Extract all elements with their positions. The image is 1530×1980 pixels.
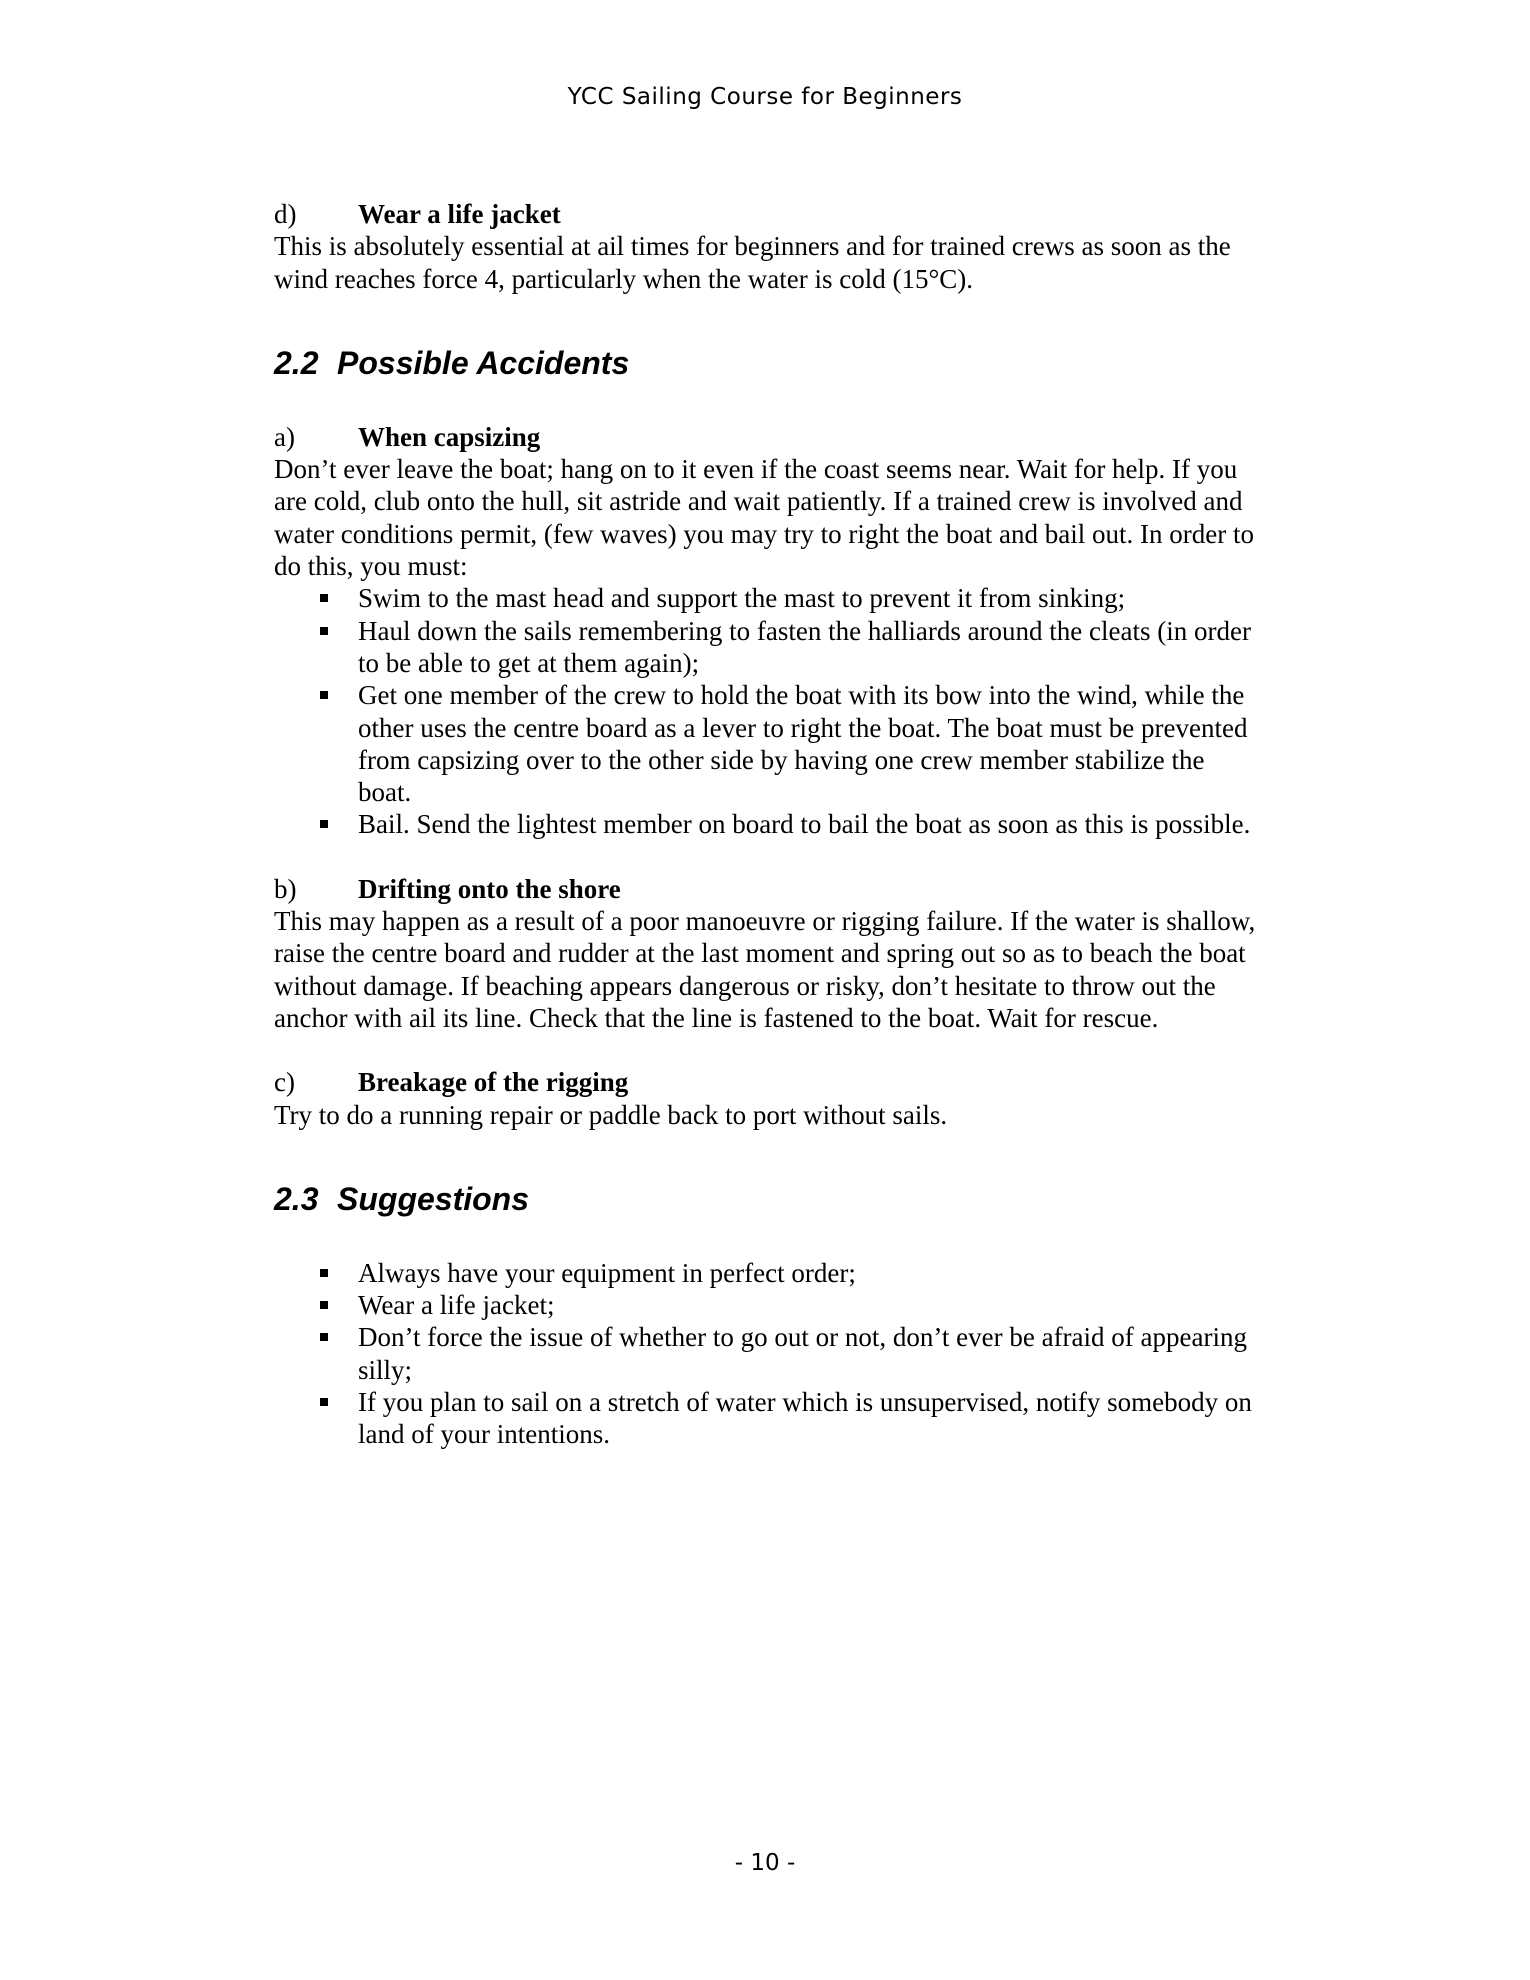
section-title: Suggestions bbox=[337, 1180, 530, 1217]
list-item bbox=[358, 1321, 1264, 1386]
section-number: 2.2 bbox=[274, 344, 319, 381]
list-item-text: Don’t force the issue of whether to go out or not, don’t ever be afraid of appearing silly; bbox=[358, 1322, 1247, 1385]
list-item bbox=[358, 582, 1264, 614]
square-bullet-icon bbox=[320, 1269, 328, 1277]
list-item-text: Swim to the mast head and support the mast to prevent it from sinking; bbox=[358, 583, 1126, 614]
section-heading-suggestions bbox=[274, 1179, 1264, 1219]
subsection-title: Drifting onto the shore bbox=[358, 873, 621, 904]
paragraph-breakage: Try to do a running repair or paddle back to port without sails. bbox=[274, 1099, 948, 1130]
subsection-title: Breakage of the rigging bbox=[358, 1067, 629, 1098]
list-item-text: Get one member of the crew to hold the boat with its bow into the wind, while the other uses the centre board as a lever to right the boat. The boat must be prevented from capsizing over to the other side by having one crew member stabilize the boat. bbox=[358, 680, 1248, 808]
capsizing-steps-list bbox=[274, 582, 1264, 840]
subsection-title: Wear a life jacket bbox=[358, 199, 561, 229]
subsection-heading-wear-life-jacket bbox=[274, 198, 1264, 230]
square-bullet-icon bbox=[320, 1398, 328, 1406]
paragraph-capsizing: Don’t ever leave the boat; hang on to it even if the coast seems near. Wait for help. If you are cold, club onto the hull, sit astride and wait patiently. If a trained crew is involved and water conditions permit, (few waves) you may try to right the boat and bail out. In order to do this, you must: bbox=[274, 454, 1254, 582]
suggestions-list bbox=[274, 1257, 1264, 1451]
page-number: - 10 - bbox=[734, 1850, 796, 1876]
subsection-letter: c) bbox=[274, 1067, 295, 1098]
list-item bbox=[358, 1289, 1264, 1321]
subsection-title: When capsizing bbox=[358, 421, 541, 452]
list-item bbox=[358, 1386, 1264, 1451]
square-bullet-icon bbox=[320, 1301, 328, 1309]
list-item-text: Always have your equipment in perfect order; bbox=[358, 1257, 856, 1288]
list-item bbox=[358, 615, 1264, 680]
paragraph-life-jacket: This is absolutely essential at ail times for beginners and for trained crews as soon as the wind reaches force 4, particularly when the water is cold (15°C). bbox=[274, 231, 1231, 294]
list-item-text: Wear a life jacket; bbox=[358, 1290, 555, 1321]
list-item-text: Bail. Send the lightest member on board to bail the boat as soon as this is possible. bbox=[358, 809, 1251, 840]
subsection-heading-drifting bbox=[274, 873, 1264, 905]
list-item bbox=[358, 808, 1264, 840]
list-item-text: If you plan to sail on a stretch of water which is unsupervised, notify somebody on land of your intentions. bbox=[358, 1387, 1252, 1450]
subsection-letter: a) bbox=[274, 421, 295, 452]
list-item-text: Haul down the sails remembering to fasten the halliards around the cleats (in order to be able to get at them again); bbox=[358, 615, 1251, 678]
subsection-heading-breakage bbox=[274, 1066, 1264, 1098]
square-bullet-icon bbox=[320, 1333, 328, 1341]
paragraph-drifting: This may happen as a result of a poor manoeuvre or rigging failure. If the water is shallow, raise the centre board and rudder at the last moment and spring out so as to beach the boat without damage. If beaching appears dangerous or risky, don’t hesitate to throw out the anchor with ail its line. Check that the line is fastened to the boat. Wait for rescue. bbox=[274, 906, 1256, 1033]
section-title: Possible Accidents bbox=[337, 344, 630, 381]
section-heading-possible-accidents bbox=[274, 343, 1264, 383]
subsection-heading-when-capsizing bbox=[274, 421, 1264, 453]
square-bullet-icon bbox=[320, 820, 328, 828]
list-item bbox=[358, 1257, 1264, 1289]
running-header: YCC Sailing Course for Beginners bbox=[567, 84, 963, 110]
section-number: 2.3 bbox=[274, 1180, 319, 1217]
square-bullet-icon bbox=[320, 691, 328, 699]
subsection-letter: d) bbox=[274, 199, 297, 229]
square-bullet-icon bbox=[320, 627, 328, 635]
list-item bbox=[358, 679, 1264, 808]
subsection-letter: b) bbox=[274, 873, 297, 904]
page-content bbox=[274, 198, 1264, 1451]
square-bullet-icon bbox=[320, 594, 328, 602]
